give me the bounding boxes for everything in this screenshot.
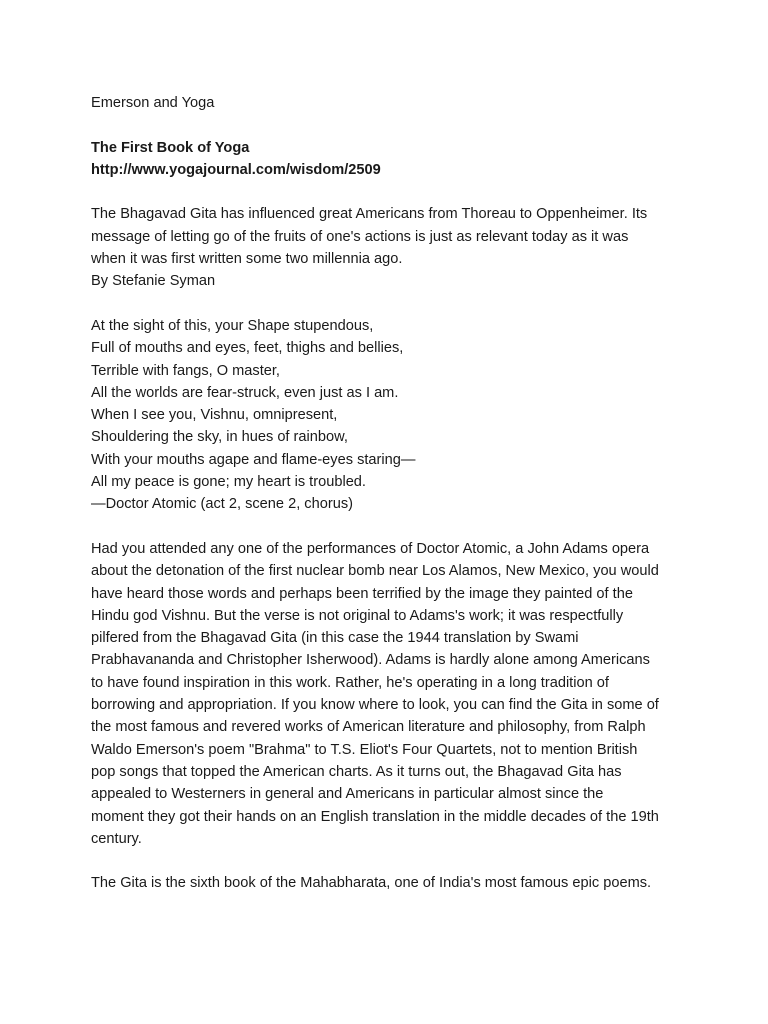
article-url[interactable]: http://www.yogajournal.com/wisdom/2509	[91, 161, 381, 178]
closing-line: The Gita is the sixth book of the Mahabharata, one of India's most famous epic poems.	[91, 875, 652, 892]
document-title: Emerson and Yoga	[91, 95, 215, 111]
intro-line: message of letting go of the fruits of one's actions is just as relevant today as it was	[91, 228, 629, 245]
intro-line: when it was first written some two millennia ago.	[91, 251, 403, 268]
body-line: borrowing and appropriation. If you know where to look, you can find the Gita in some of	[91, 697, 659, 714]
poem-line: Shouldering the sky, in hues of rainbow,	[91, 429, 348, 446]
body-line: about the detonation of the first nuclear bomb near Los Alamos, New Mexico, you would	[91, 563, 659, 580]
poem-line: Terrible with fangs, O master,	[91, 362, 280, 379]
poem-line: All the worlds are fear-struck, even just as I am.	[91, 384, 399, 401]
body-line: Prabhavananda and Christopher Isherwood). Adams is hardly alone among Americans	[91, 652, 650, 669]
body-line: century.	[91, 830, 142, 847]
spacer	[91, 181, 691, 203]
body-line: pop songs that topped the American charts. As it turns out, the Bhagavad Gita has	[91, 763, 622, 780]
body-line: the most famous and revered works of American literature and philosophy, from Ralph	[91, 719, 646, 736]
poem-line: With your mouths agape and flame-eyes staring—	[91, 451, 416, 468]
poem-block	[91, 315, 691, 516]
body-line: pilfered from the Bhagavad Gita (in this case the 1944 translation by Swami	[91, 630, 579, 647]
intro-paragraph	[91, 203, 691, 292]
document-content	[91, 92, 691, 895]
body-line: moment they got their hands on an English translation in the middle decades of the 19th	[91, 808, 659, 825]
body-line: to have found inspiration in this work. Rather, he's operating in a long tradition of	[91, 674, 609, 691]
spacer	[91, 850, 691, 872]
poem-line: All my peace is gone; my heart is troubled.	[91, 474, 366, 491]
poem-attribution: —Doctor Atomic (act 2, scene 2, chorus)	[91, 496, 353, 513]
spacer	[91, 293, 691, 315]
spacer	[91, 114, 691, 136]
body-line: Had you attended any one of the performances of Doctor Atomic, a John Adams opera	[91, 540, 650, 557]
poem-line: When I see you, Vishnu, omnipresent,	[91, 407, 338, 424]
byline: By Stefanie Syman	[91, 273, 216, 290]
spacer	[91, 516, 691, 538]
poem-line: Full of mouths and eyes, feet, thighs and bellies,	[91, 340, 404, 357]
body-line: appealed to Westerners in general and Americans in particular almost since the	[91, 786, 604, 803]
body-paragraph	[91, 538, 691, 850]
body-line: Hindu god Vishnu. But the verse is not original to Adams's work; it was respectfully	[91, 607, 624, 624]
article-title: The First Book of Yoga	[91, 139, 250, 156]
poem-line: At the sight of this, your Shape stupendous,	[91, 317, 374, 334]
body-line: have heard those words and perhaps been terrified by the image they painted of the	[91, 585, 633, 602]
body-line: Waldo Emerson's poem "Brahma" to T.S. Eliot's Four Quartets, not to mention British	[91, 741, 638, 758]
intro-line: The Bhagavad Gita has influenced great Americans from Thoreau to Oppenheimer. Its	[91, 206, 648, 223]
